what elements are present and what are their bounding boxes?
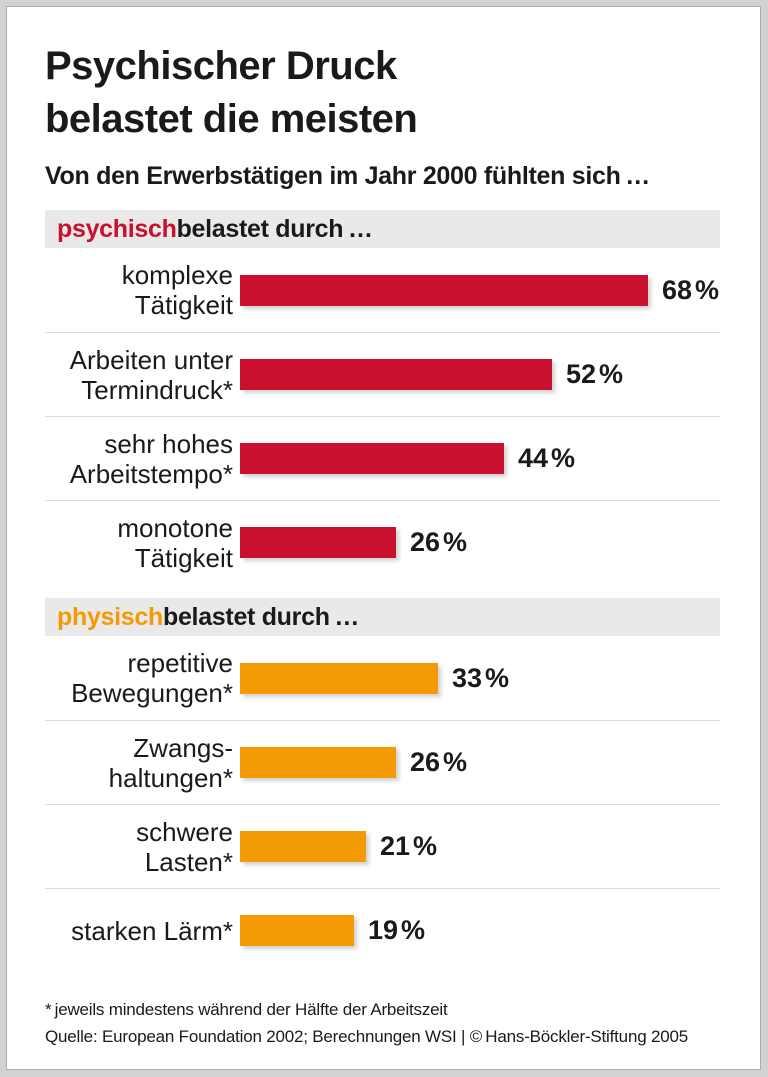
value-bar [240,831,366,862]
category-label: monotone Tätigkeit [117,512,233,573]
value-bar [240,915,354,946]
bar-row [45,636,720,720]
value-label: 21 % [380,831,438,861]
value-label: 26 % [410,527,468,557]
bar-row [45,416,720,500]
page-title [45,40,720,146]
bar-row [45,248,720,332]
value-bar [240,359,552,390]
chart-subtitle: Von den Erwerbstätigen im Jahr 2000 fühlten sich … [45,162,650,190]
infographic-card [6,6,761,1070]
value-bar [240,527,396,558]
category-label: repetitive Bewegungen* [71,648,233,708]
category-label: schwere Lasten* [136,816,233,877]
value-label: 68 % [662,274,720,305]
bar-row [45,500,720,584]
page-title-line-1: Psychischer Druck [45,44,397,88]
value-label: 19 % [368,915,426,945]
value-label: 52 % [566,359,624,389]
bar-group-psychisch [45,248,720,584]
source-line: Quelle: European Foundation 2002; Berechnungen WSI | © Hans-Böckler-Stiftung 2005 [45,1027,688,1046]
category-label: Zwangs- haltungen* [108,732,233,793]
section-banner-physisch [45,598,720,636]
banner-rest: belastet durch … [162,602,360,631]
chart-body [45,210,720,972]
value-label: 26 % [410,747,468,777]
category-label: sehr hohes Arbeitstempo* [69,428,233,489]
banner-highlight: psychisch [57,214,177,243]
category-label: starken Lärm* [71,915,233,946]
bar-row [45,720,720,804]
value-bar [240,443,504,474]
page-title-line-2: belastet die meisten [45,97,418,141]
bar-group-physisch [45,636,720,972]
section-banner-psychisch [45,210,720,248]
banner-rest: belastet durch … [176,214,373,243]
bar-row [45,804,720,888]
value-bar [240,663,438,694]
value-label: 44 % [518,443,576,473]
footnote: * jeweils mindestens während der Hälfte der Arbeitszeit [45,1000,448,1019]
banner-highlight: physisch [57,602,163,631]
value-bar [240,747,396,778]
bar-row [45,888,720,972]
category-label: komplexe Tätigkeit [121,260,233,320]
value-bar [240,275,648,306]
chart-footer [45,996,720,1050]
category-label: Arbeiten unter Termindruck* [69,344,233,405]
bar-row [45,332,720,416]
value-label: 33 % [452,662,510,693]
